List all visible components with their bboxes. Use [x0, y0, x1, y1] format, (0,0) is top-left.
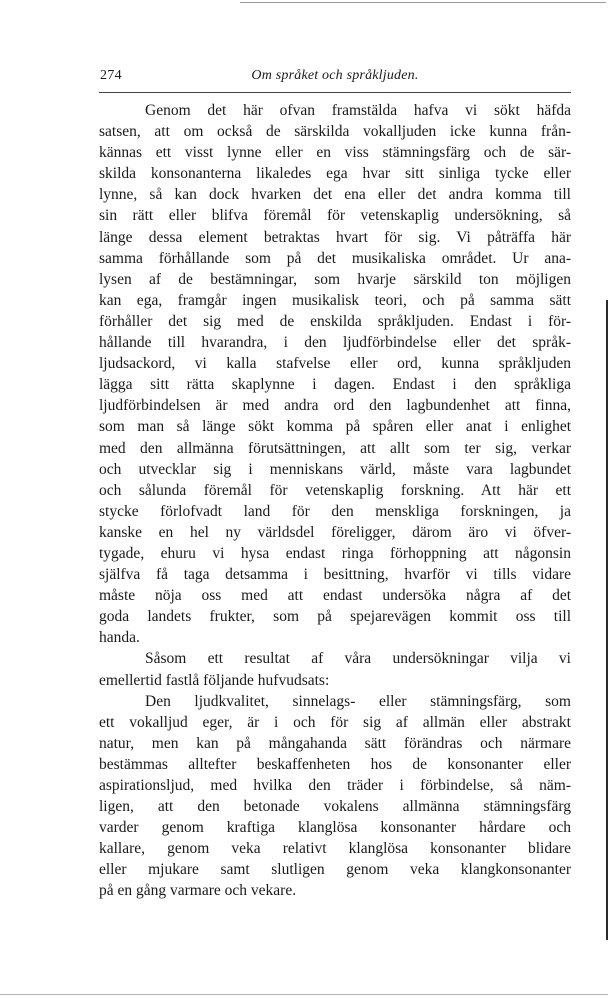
text-line: ligen, att den betonade vokalens allmänna stämningsfärg	[99, 798, 571, 816]
text-line: ett vokalljud eger, är i och för sig af allmän eller abstrakt	[99, 713, 571, 731]
text-line: samma förhållande som på det musikaliska området. Ur ana-	[99, 249, 571, 267]
text-line: skilda konsonanterna likaledes ega hvar sitt sinliga tycke eller	[99, 165, 571, 183]
text-line: på en gång varmare och vekare.	[99, 882, 297, 900]
text-line: natur, men kan på mångahanda sätt förändras och närmare	[99, 734, 571, 752]
text-line: kännas ett visst lynne eller en viss stämningsfärg och de sär-	[99, 144, 571, 162]
text-line: själfva få taga detsamma i besittning, hvarför vi tills vidare	[99, 566, 571, 584]
text-line: lägga sitt rätta skaplynne i dagen. Endast i den språkliga	[99, 376, 571, 394]
scan-edge-top	[240, 2, 606, 3]
text-line: Den ljudkvalitet, sinnelags- eller stämningsfärg, som	[145, 692, 571, 710]
text-line: som man så länge sökt komma på spåren eller anat i enlighet	[99, 418, 571, 436]
text-line: varder genom kraftiga klanglösa konsonanter hårdare och	[99, 819, 571, 837]
text-line: ljudsackord, vi kalla stafvelse eller ord, kunna språkljuden	[99, 355, 571, 373]
text-line: med den allmänna förutsättningen, att allt som ter sig, verkar	[99, 439, 571, 457]
scan-edge-bottom	[0, 994, 608, 995]
text-line: hållande till hvarandra, i den ljudförbindelse eller det språk-	[99, 334, 571, 352]
text-line: måste nöja oss med att endast undersöka några af det	[99, 587, 571, 605]
page-header	[99, 68, 571, 88]
text-line: kan ega, framgår ingen musikalisk teori, och på samma sätt	[99, 291, 571, 309]
text-line: lysen af de bestämningar, som hvarje särskild ton möjligen	[99, 270, 571, 288]
text-line: eller mjukare samt slutligen genom veka klangkonsonanter	[99, 861, 571, 879]
text-line: handa.	[99, 629, 140, 647]
body-text	[99, 100, 571, 902]
page-number: 274	[100, 68, 122, 83]
text-line: aspirationsljud, med hvilka den träder i förbindelse, så näm-	[99, 777, 571, 794]
text-line: bestämmas alltefter beskaffenheten hos de konsonanter eller	[99, 755, 571, 773]
running-title: Om språket och språkljuden.	[251, 68, 419, 83]
text-line: och sålunda föremål för vetenskaplig forskning. Att här ett	[99, 481, 571, 499]
text-line: sin rätt eller blifva föremål för vetenskaplig undersökning, så	[99, 207, 571, 225]
text-line: tygade, ehuru vi hysa endast ringa förhoppning att någonsin	[99, 544, 571, 562]
text-line: satsen, att om också de särskilda vokalljuden icke kunna från-	[99, 123, 571, 141]
header-rule	[99, 92, 571, 93]
text-line: Genom det här ofvan framstälda hafva vi sökt häfda	[145, 102, 571, 119]
text-line: emellertid fastlå följande hufvudsats:	[99, 671, 330, 689]
text-line: Såsom ett resultat af våra undersökningar vilja vi	[145, 650, 571, 668]
text-line: länge dessa element betraktas hvart för sig. Vi påträffa här	[99, 228, 571, 246]
text-line: goda landets frukter, som på spejarevägen kommit oss till	[99, 608, 571, 626]
text-line: förhåller det sig med de enskilda språkljuden. Endast i för-	[99, 312, 571, 330]
text-line: stycke förlofvadt land för den menskliga forskningen, ja	[99, 502, 571, 520]
text-line: och utvecklar sig i menniskans värld, måste vara lagbundet	[99, 460, 571, 478]
text-line: kanske en hel ny världsdel föreligger, därom äro vi öfver-	[99, 523, 571, 541]
text-line: lynne, så kan dock hvarken det ena eller det andra komma till	[99, 186, 571, 204]
text-line: ljudförbindelsen är med andra ord den lagbundenhet att finna,	[99, 397, 571, 415]
text-line: kallare, genom veka relativt klanglösa konsonanter blidare	[99, 840, 571, 858]
